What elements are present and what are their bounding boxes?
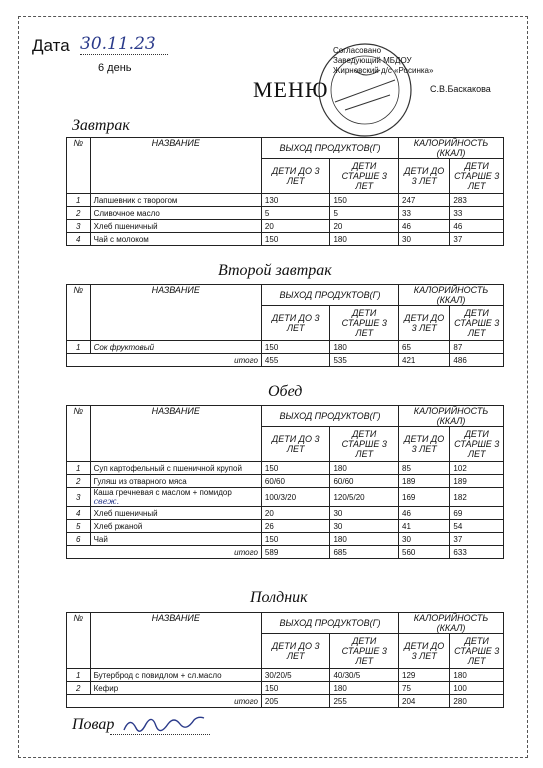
date-label: Дата	[32, 36, 70, 55]
row-out-over3: 20	[330, 220, 399, 233]
total-label: итого	[90, 354, 261, 367]
total-row	[67, 695, 504, 708]
row-kcal-over3: 37	[450, 533, 504, 546]
col-under3: ДЕТИ ДО 3 ЛЕТ	[261, 306, 330, 341]
table-row	[67, 669, 504, 682]
col-over3: ДЕТИ СТАРШЕ 3 ЛЕТ	[330, 159, 399, 194]
row-kcal-under3: 247	[399, 194, 450, 207]
col-name: НАЗВАНИЕ	[90, 138, 261, 194]
section-title-lunch: Обед	[268, 383, 303, 400]
total-label: итого	[90, 695, 261, 708]
date-value: 30.11.23	[80, 34, 168, 55]
col-num: №	[67, 406, 91, 462]
col-kcal-under3: ДЕТИ ДО 3 ЛЕТ	[399, 634, 450, 669]
col-over3: ДЕТИ СТАРШЕ 3 ЛЕТ	[330, 427, 399, 462]
col-num: №	[67, 138, 91, 194]
row-out-under3: 150	[261, 462, 330, 475]
col-name: НАЗВАНИЕ	[90, 406, 261, 462]
row-kcal-over3: 182	[450, 488, 504, 507]
col-output: ВЫХОД ПРОДУКТОВ(Г)	[261, 138, 398, 159]
day-label: 6 день	[98, 62, 132, 74]
col-kcal-under3: ДЕТИ ДО 3 ЛЕТ	[399, 159, 450, 194]
row-name: Лапшевник с творогом	[90, 194, 261, 207]
col-under3: ДЕТИ ДО 3 ЛЕТ	[261, 427, 330, 462]
approver-name: С.В.Баскакова	[430, 84, 491, 94]
row-name: Чай	[90, 533, 261, 546]
snack-table	[66, 612, 504, 708]
row-name: Гуляш из отварного мяса	[90, 475, 261, 488]
row-kcal-under3: 65	[399, 341, 450, 354]
row-out-over3: 120/5/20	[330, 488, 399, 507]
table-row	[67, 194, 504, 207]
row-kcal-over3: 37	[450, 233, 504, 246]
table-row	[67, 520, 504, 533]
row-kcal-under3: 46	[399, 220, 450, 233]
row-name: Хлеб пшеничный	[90, 220, 261, 233]
row-kcal-over3: 46	[450, 220, 504, 233]
row-name: Кефир	[90, 682, 261, 695]
table-row	[67, 475, 504, 488]
row-kcal-under3: 189	[399, 475, 450, 488]
col-calories: КАЛОРИЙНОСТЬ (ККАЛ)	[399, 406, 504, 427]
col-kcal-over3: ДЕТИ СТАРШЕ 3 ЛЕТ	[450, 427, 504, 462]
row-num: 6	[67, 533, 91, 546]
col-output: ВЫХОД ПРОДУКТОВ(Г)	[261, 613, 398, 634]
row-out-under3: 100/3/20	[261, 488, 330, 507]
section-title-second-breakfast: Второй завтрак	[218, 262, 332, 279]
row-num: 4	[67, 233, 91, 246]
total-kcal-over3: 633	[450, 546, 504, 559]
cook-label: Повар	[72, 716, 115, 733]
row-kcal-under3: 169	[399, 488, 450, 507]
total-out-under3: 205	[261, 695, 330, 708]
row-out-under3: 26	[261, 520, 330, 533]
table-row	[67, 220, 504, 233]
second-breakfast-table	[66, 284, 504, 367]
row-out-under3: 20	[261, 507, 330, 520]
table-row	[67, 462, 504, 475]
row-num: 2	[67, 682, 91, 695]
col-over3: ДЕТИ СТАРШЕ 3 ЛЕТ	[330, 634, 399, 669]
row-out-over3: 180	[330, 533, 399, 546]
row-name: Чай с молоком	[90, 233, 261, 246]
row-num: 1	[67, 669, 91, 682]
row-num: 1	[67, 194, 91, 207]
approval-line: Заведующий МБДОУ	[333, 56, 412, 65]
col-name: НАЗВАНИЕ	[90, 285, 261, 341]
row-kcal-over3: 33	[450, 207, 504, 220]
row-out-under3: 150	[261, 341, 330, 354]
row-num: 1	[67, 341, 91, 354]
row-name: Сливочное масло	[90, 207, 261, 220]
row-out-over3: 150	[330, 194, 399, 207]
row-num: 3	[67, 220, 91, 233]
row-out-under3: 150	[261, 682, 330, 695]
section-title-breakfast: Завтрак	[72, 117, 130, 134]
row-out-under3: 60/60	[261, 475, 330, 488]
total-out-under3: 455	[261, 354, 330, 367]
col-kcal-under3: ДЕТИ ДО 3 ЛЕТ	[399, 306, 450, 341]
approval-line: Жирновский д/с «Росинка»	[333, 66, 434, 75]
table-row	[67, 682, 504, 695]
row-out-over3: 40/30/5	[330, 669, 399, 682]
row-kcal-over3: 189	[450, 475, 504, 488]
total-kcal-over3: 280	[450, 695, 504, 708]
total-row	[67, 354, 504, 367]
total-out-over3: 535	[330, 354, 399, 367]
total-out-over3: 685	[330, 546, 399, 559]
cook-signature-line	[110, 734, 210, 735]
row-out-over3: 60/60	[330, 475, 399, 488]
row-name: Сок фруктовый	[90, 341, 261, 354]
row-kcal-over3: 87	[450, 341, 504, 354]
row-name: Хлеб ржаной	[90, 520, 261, 533]
row-out-under3: 150	[261, 233, 330, 246]
row-out-under3: 5	[261, 207, 330, 220]
table-row	[67, 341, 504, 354]
row-out-under3: 150	[261, 533, 330, 546]
row-kcal-over3: 69	[450, 507, 504, 520]
section-title-snack: Полдник	[250, 589, 308, 606]
row-out-over3: 180	[330, 462, 399, 475]
total-kcal-under3: 560	[399, 546, 450, 559]
row-name: Хлеб пшеничный	[90, 507, 261, 520]
col-calories: КАЛОРИЙНОСТЬ (ККАЛ)	[399, 613, 504, 634]
col-calories: КАЛОРИЙНОСТЬ (ККАЛ)	[399, 285, 504, 306]
total-kcal-over3: 486	[450, 354, 504, 367]
table-row	[67, 233, 504, 246]
row-kcal-under3: 30	[399, 233, 450, 246]
row-num: 4	[67, 507, 91, 520]
col-kcal-over3: ДЕТИ СТАРШЕ 3 ЛЕТ	[450, 634, 504, 669]
table-row	[67, 507, 504, 520]
row-num: 5	[67, 520, 91, 533]
total-out-under3: 589	[261, 546, 330, 559]
total-label: итого	[90, 546, 261, 559]
row-kcal-over3: 102	[450, 462, 504, 475]
col-output: ВЫХОД ПРОДУКТОВ(Г)	[261, 285, 398, 306]
row-kcal-under3: 129	[399, 669, 450, 682]
lunch-table	[66, 405, 504, 559]
row-out-over3: 180	[330, 341, 399, 354]
row-name: Бутерброд с повидлом + сл.масло	[90, 669, 261, 682]
table-row	[67, 488, 504, 507]
menu-title: МЕНЮ	[253, 77, 329, 102]
row-kcal-under3: 85	[399, 462, 450, 475]
table-row	[67, 533, 504, 546]
row-num: 2	[67, 207, 91, 220]
row-name: Суп картофельный с пшеничной крупой	[90, 462, 261, 475]
row-num: 1	[67, 462, 91, 475]
col-kcal-over3: ДЕТИ СТАРШЕ 3 ЛЕТ	[450, 306, 504, 341]
row-out-over3: 30	[330, 520, 399, 533]
row-kcal-over3: 54	[450, 520, 504, 533]
total-kcal-under3: 204	[399, 695, 450, 708]
col-output: ВЫХОД ПРОДУКТОВ(Г)	[261, 406, 398, 427]
row-kcal-under3: 41	[399, 520, 450, 533]
row-out-under3: 20	[261, 220, 330, 233]
col-num: №	[67, 613, 91, 669]
row-kcal-under3: 75	[399, 682, 450, 695]
total-row	[67, 546, 504, 559]
col-name: НАЗВАНИЕ	[90, 613, 261, 669]
row-name-cell	[90, 488, 261, 507]
table-row	[67, 207, 504, 220]
col-calories: КАЛОРИЙНОСТЬ (ККАЛ)	[399, 138, 504, 159]
col-over3: ДЕТИ СТАРШЕ 3 ЛЕТ	[330, 306, 399, 341]
row-num: 3	[67, 488, 91, 507]
row-out-over3: 180	[330, 682, 399, 695]
row-kcal-over3: 100	[450, 682, 504, 695]
row-kcal-under3: 33	[399, 207, 450, 220]
row-out-over3: 180	[330, 233, 399, 246]
breakfast-table	[66, 137, 504, 246]
row-num: 2	[67, 475, 91, 488]
col-under3: ДЕТИ ДО 3 ЛЕТ	[261, 159, 330, 194]
row-kcal-under3: 46	[399, 507, 450, 520]
row-out-under3: 130	[261, 194, 330, 207]
row-kcal-over3: 180	[450, 669, 504, 682]
col-under3: ДЕТИ ДО 3 ЛЕТ	[261, 634, 330, 669]
approval-line: Согласовано	[333, 46, 382, 55]
row-name: Каша гречневая с маслом + помидор	[93, 488, 232, 497]
approval-block	[333, 46, 433, 76]
row-out-over3: 30	[330, 507, 399, 520]
row-kcal-over3: 283	[450, 194, 504, 207]
total-out-over3: 255	[330, 695, 399, 708]
col-kcal-over3: ДЕТИ СТАРШЕ 3 ЛЕТ	[450, 159, 504, 194]
handwritten-note: свеж.	[93, 497, 120, 506]
col-num: №	[67, 285, 91, 341]
total-kcal-under3: 421	[399, 354, 450, 367]
row-out-over3: 5	[330, 207, 399, 220]
col-kcal-under3: ДЕТИ ДО 3 ЛЕТ	[399, 427, 450, 462]
row-kcal-under3: 30	[399, 533, 450, 546]
row-out-under3: 30/20/5	[261, 669, 330, 682]
